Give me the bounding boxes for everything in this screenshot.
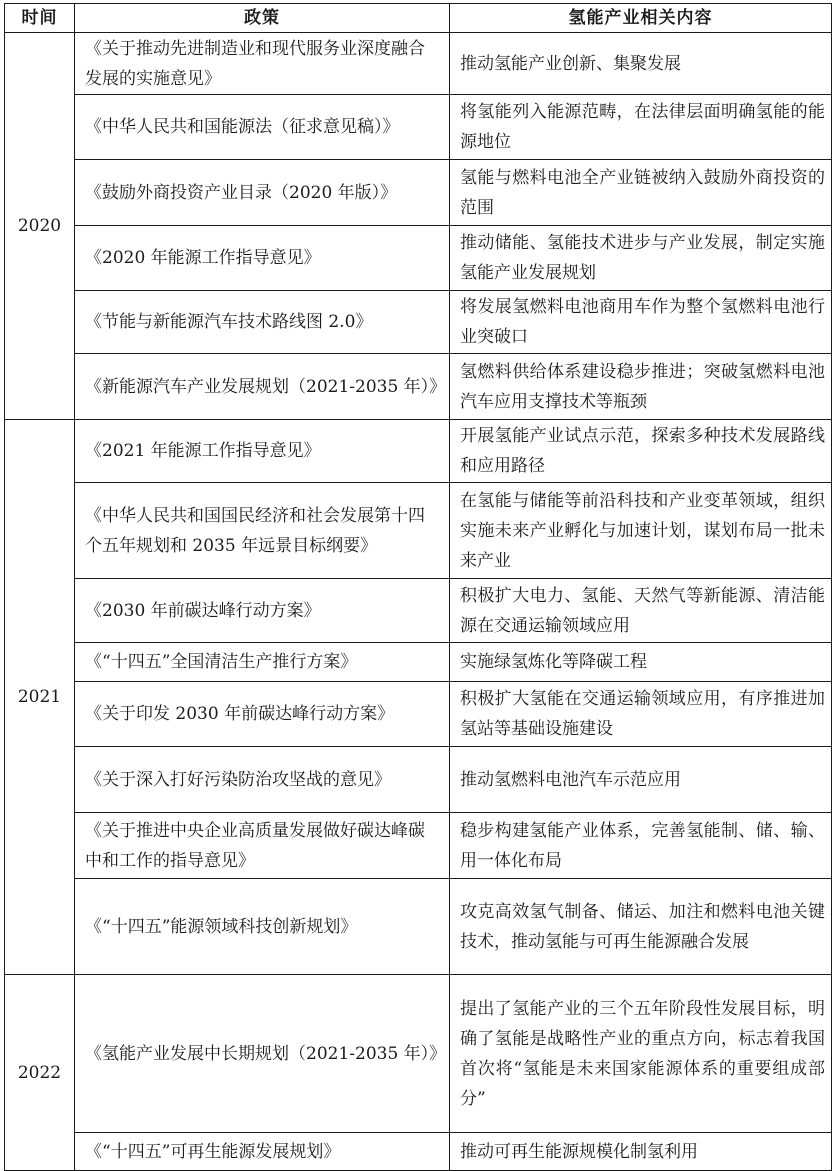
content-cell: 积极扩大电力、氢能、天然气等新能源、清洁能源在交通运输领域应用 bbox=[450, 579, 832, 643]
content-cell: 积极扩大氢能在交通运输领域应用，有序推进加氢站等基础设施建设 bbox=[450, 682, 832, 747]
content-cell: 将氢能列入能源范畴，在法律层面明确氢能的能源地位 bbox=[450, 95, 832, 160]
table-row bbox=[5, 813, 832, 879]
header-row bbox=[5, 4, 832, 33]
table-body bbox=[5, 33, 832, 1171]
table-row bbox=[5, 682, 832, 747]
policy-cell: 《新能源汽车产业发展规划（2021-2035 年）》 bbox=[75, 354, 450, 420]
table-row bbox=[5, 483, 832, 579]
year-cell-2022: 2022 bbox=[5, 975, 75, 1171]
content-cell: 氢能与燃料电池全产业链被纳入鼓励外商投资的范围 bbox=[450, 160, 832, 226]
header-content: 氢能产业相关内容 bbox=[450, 4, 832, 33]
table-header bbox=[5, 4, 832, 33]
year-cell-2020: 2020 bbox=[5, 33, 75, 420]
content-cell: 开展氢能产业试点示范，探索多种技术发展路线和应用路径 bbox=[450, 420, 832, 483]
table-row bbox=[5, 160, 832, 226]
policy-cell: 《关于推动先进制造业和现代服务业深度融合发展的实施意见》 bbox=[75, 33, 450, 95]
content-cell: 提出了氢能产业的三个五年阶段性发展目标，明确了氢能是战略性产业的重点方向，标志着我国首次将“氢能是未来国家能源体系的重要组成部分” bbox=[450, 975, 832, 1133]
table-row bbox=[5, 226, 832, 291]
header-policy: 政策 bbox=[75, 4, 450, 33]
table-row bbox=[5, 747, 832, 813]
table-row bbox=[5, 33, 832, 95]
policy-cell: 《中华人民共和国国民经济和社会发展第十四个五年规划和 2035 年远景目标纲要》 bbox=[75, 483, 450, 579]
table-row bbox=[5, 95, 832, 160]
content-cell: 推动氢能产业创新、集聚发展 bbox=[450, 33, 832, 95]
content-cell: 氢燃料供给体系建设稳步推进；突破氢燃料电池汽车应用支撑技术等瓶颈 bbox=[450, 354, 832, 420]
table-row bbox=[5, 879, 832, 975]
policy-cell: 《中华人民共和国能源法（征求意见稿）》 bbox=[75, 95, 450, 160]
header-year: 时间 bbox=[5, 4, 75, 33]
content-cell: 推动氢燃料电池汽车示范应用 bbox=[450, 747, 832, 813]
policy-cell: 《氢能产业发展中长期规划（2021-2035 年）》 bbox=[75, 975, 450, 1133]
table-row bbox=[5, 579, 832, 643]
table-row bbox=[5, 354, 832, 420]
content-cell: 将发展氢燃料电池商用车作为整个氢燃料电池行业突破口 bbox=[450, 291, 832, 354]
content-cell: 在氢能与储能等前沿科技和产业变革领域，组织实施未来产业孵化与加速计划，谋划布局一批未来产业 bbox=[450, 483, 832, 579]
policy-cell: 《2030 年前碳达峰行动方案》 bbox=[75, 579, 450, 643]
policy-cell: 《关于推进中央企业高质量发展做好碳达峰碳中和工作的指导意见》 bbox=[75, 813, 450, 879]
policy-table bbox=[4, 3, 832, 1171]
content-cell: 实施绿氢炼化等降碳工程 bbox=[450, 643, 832, 682]
policy-cell: 《“十四五”全国清洁生产推行方案》 bbox=[75, 643, 450, 682]
table-row bbox=[5, 643, 832, 682]
policy-cell: 《关于深入打好污染防治攻坚战的意见》 bbox=[75, 747, 450, 813]
content-cell: 推动储能、氢能技术进步与产业发展，制定实施氢能产业发展规划 bbox=[450, 226, 832, 291]
content-cell: 稳步构建氢能产业体系，完善氢能制、储、输、用一体化布局 bbox=[450, 813, 832, 879]
year-cell-2021: 2021 bbox=[5, 420, 75, 975]
content-cell: 攻克高效氢气制备、储运、加注和燃料电池关键技术，推动氢能与可再生能源融合发展 bbox=[450, 879, 832, 975]
table-row bbox=[5, 420, 832, 483]
table-row bbox=[5, 291, 832, 354]
policy-cell: 《鼓励外商投资产业目录（2020 年版）》 bbox=[75, 160, 450, 226]
content-cell: 推动可再生能源规模化制氢利用 bbox=[450, 1133, 832, 1171]
policy-cell: 《“十四五”可再生能源发展规划》 bbox=[75, 1133, 450, 1171]
policy-cell: 《“十四五”能源领域科技创新规划》 bbox=[75, 879, 450, 975]
policy-cell: 《2020 年能源工作指导意见》 bbox=[75, 226, 450, 291]
table-row bbox=[5, 975, 832, 1133]
policy-cell: 《2021 年能源工作指导意见》 bbox=[75, 420, 450, 483]
policy-cell: 《节能与新能源汽车技术路线图 2.0》 bbox=[75, 291, 450, 354]
table-row bbox=[5, 1133, 832, 1171]
policy-cell: 《关于印发 2030 年前碳达峰行动方案》 bbox=[75, 682, 450, 747]
